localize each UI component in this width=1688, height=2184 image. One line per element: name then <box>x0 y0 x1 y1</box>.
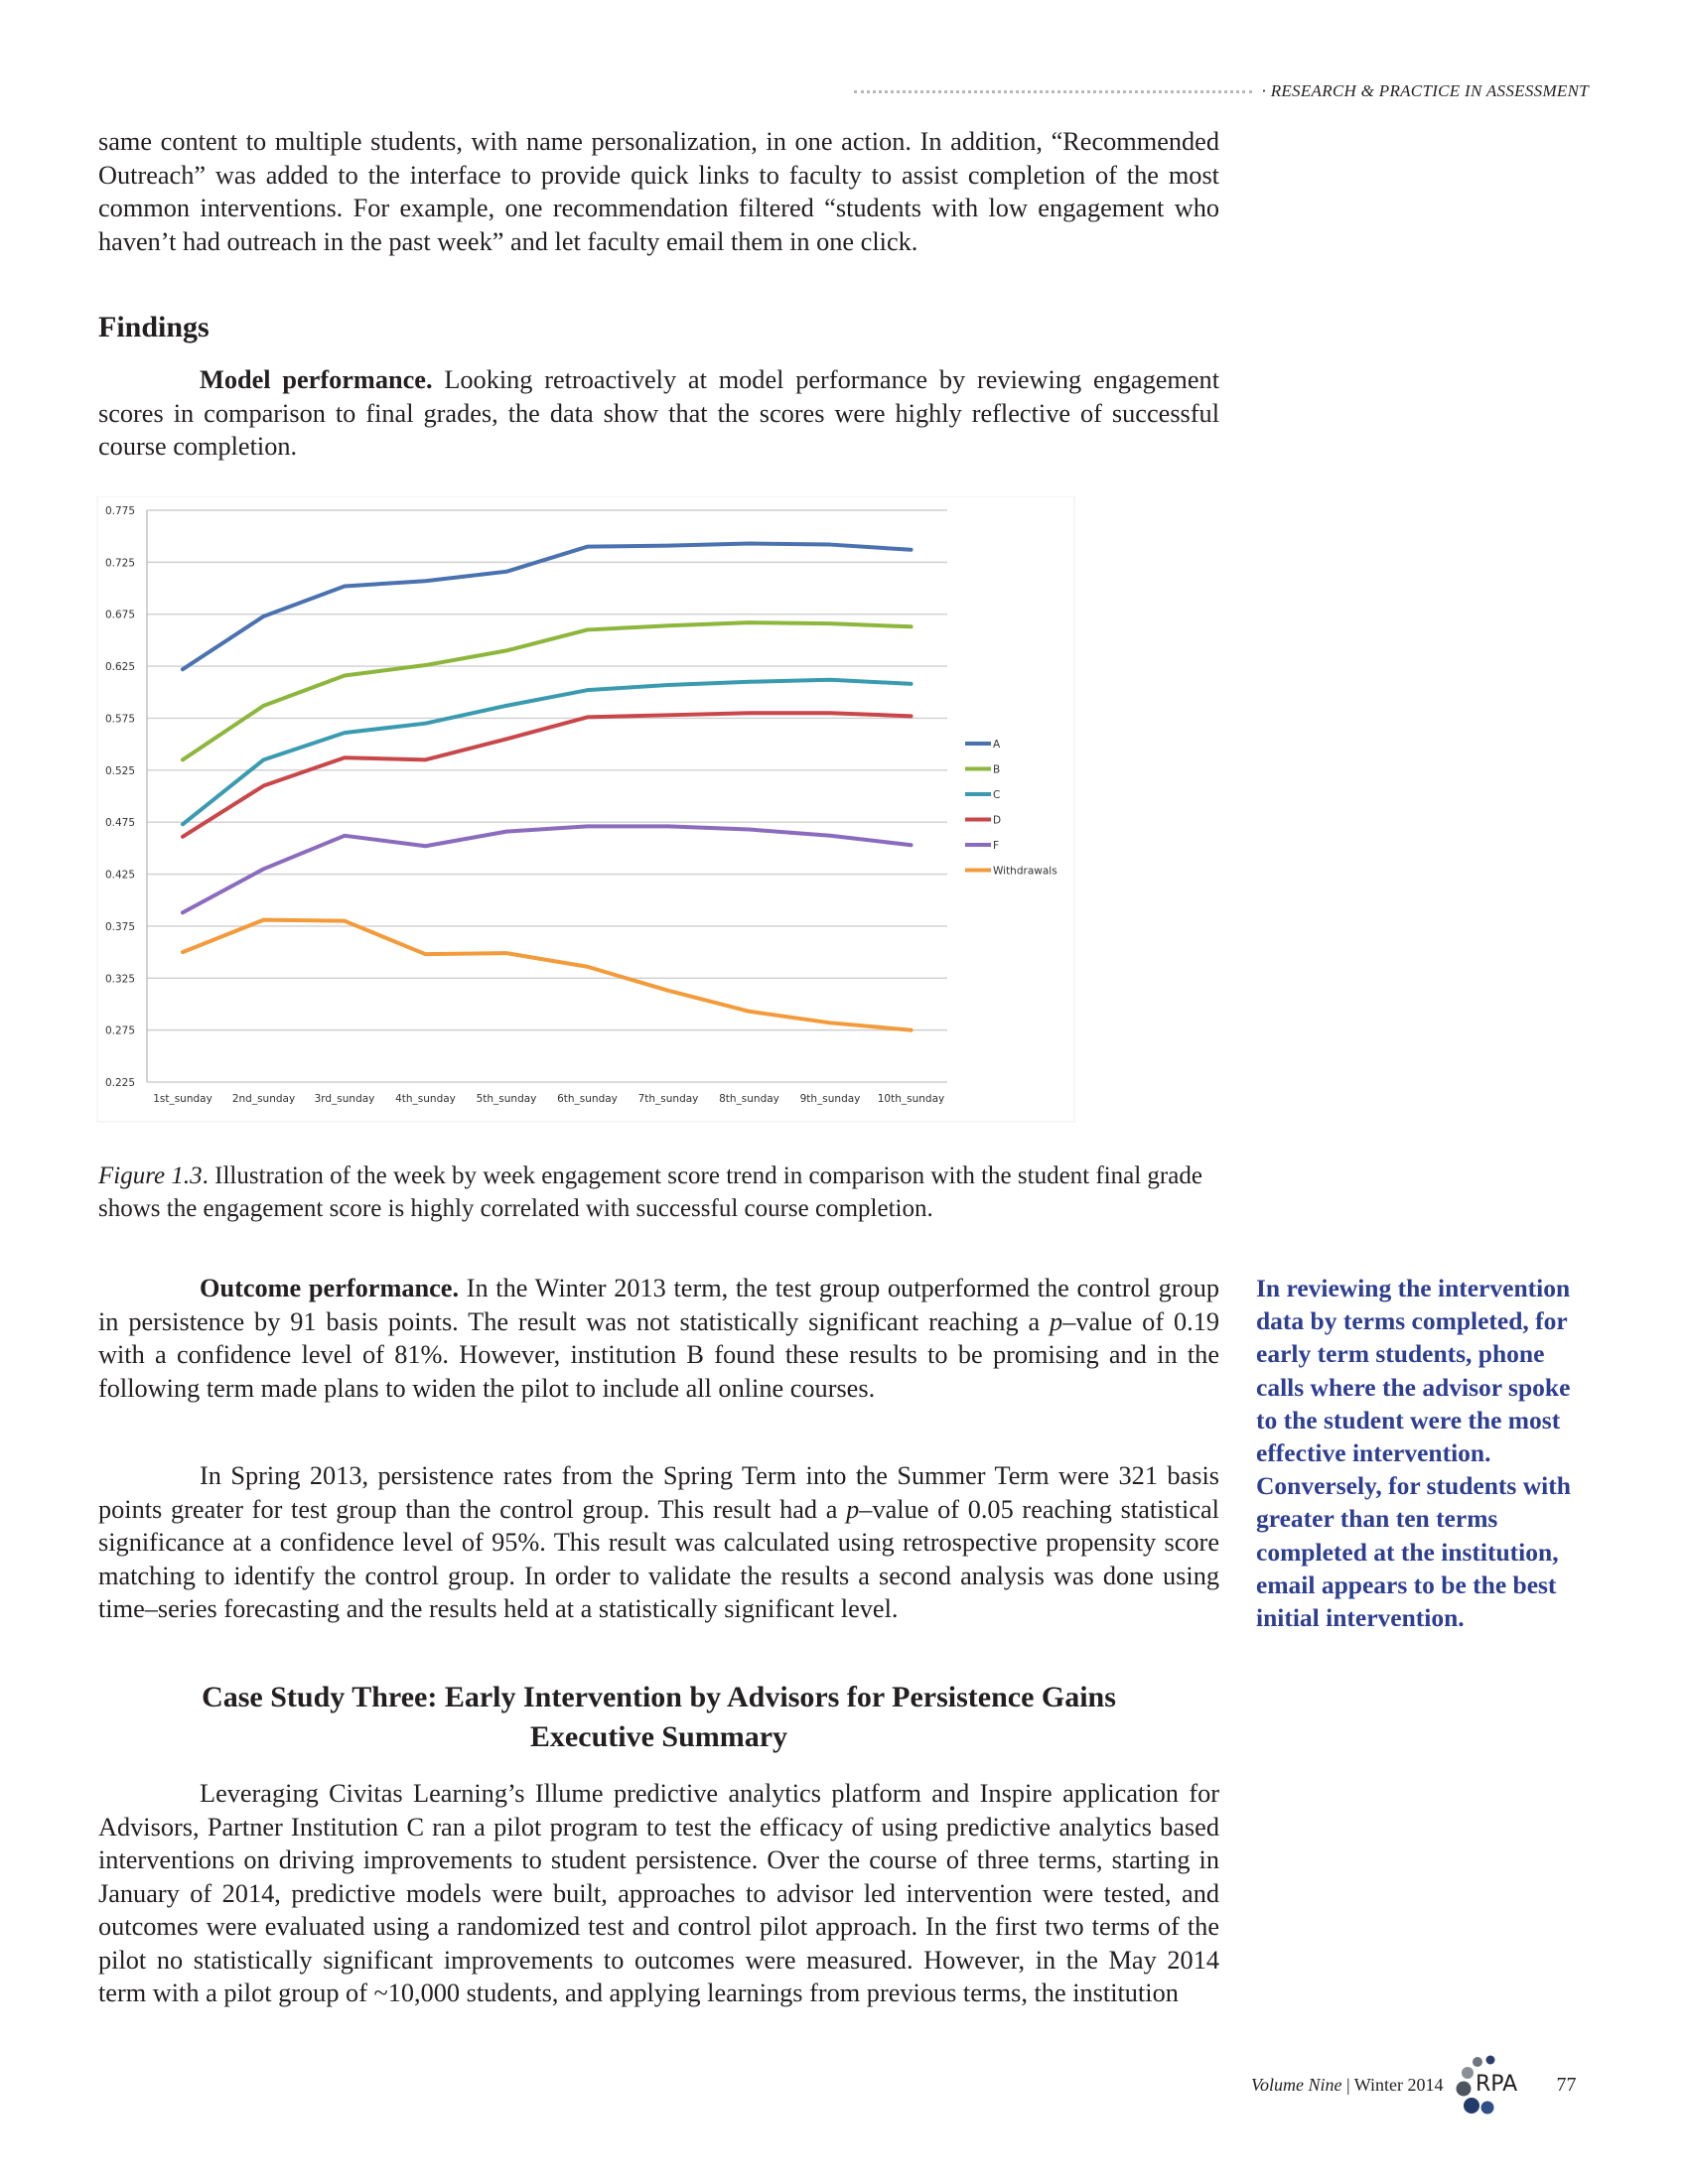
data-point-a <box>748 542 751 545</box>
data-point-d <box>666 714 669 717</box>
y-tick-label: 0.325 <box>104 973 135 986</box>
engagement-chart <box>95 496 1078 1124</box>
x-tick-label: 1st_sunday <box>153 1093 212 1105</box>
legend-label-c: C <box>993 789 1001 801</box>
y-tick-label: 0.625 <box>104 661 135 674</box>
outcome-runin: Outcome performance. <box>200 1274 460 1302</box>
data-point-a <box>828 543 831 546</box>
data-point-d <box>424 758 427 761</box>
x-tick-label: 8th_sunday <box>719 1093 779 1105</box>
data-point-b <box>666 624 669 627</box>
y-tick-label: 0.275 <box>104 1024 135 1037</box>
data-point-c <box>828 678 831 681</box>
y-tick-label: 0.475 <box>104 817 135 830</box>
x-tick-label: 5th_sunday <box>476 1093 537 1105</box>
spring-block <box>98 1459 1219 1626</box>
case-heading-line1: Case Study Three: Early Intervention by Advisors for Persistence Gains <box>202 1681 1116 1713</box>
legend-label-f: F <box>993 840 1000 852</box>
running-header <box>854 79 1589 103</box>
x-tick-label: 6th_sunday <box>557 1093 618 1105</box>
data-point-c <box>586 689 589 692</box>
chart-frame <box>97 496 1074 1122</box>
page-number: 77 <box>1556 2073 1577 2096</box>
data-point-withdrawals <box>181 950 184 953</box>
data-point-withdrawals <box>910 1028 913 1031</box>
running-title: · RESEARCH & PRACTICE IN ASSESSMENT <box>1261 81 1589 100</box>
data-point-f <box>828 834 831 837</box>
data-point-f <box>343 834 346 837</box>
y-tick-label: 0.775 <box>104 505 135 517</box>
data-point-a <box>424 580 427 583</box>
data-point-c <box>424 722 427 725</box>
model-performance-paragraph <box>98 363 1219 464</box>
data-point-b <box>748 621 751 624</box>
data-point-a <box>181 668 184 671</box>
data-point-c <box>343 732 346 735</box>
data-point-c <box>504 704 507 707</box>
spring-text-2: –value of 0.05 reaching statistical significance at a confidence level of 95%. This result was calculated using retrospective propensity score matching to identify the control group. In order to validate the results a second analysis was done using time–series forecasting and the results held at a statistically significant level. <box>98 1494 1219 1623</box>
x-tick-label: 9th_sunday <box>799 1093 861 1105</box>
legend-label-withdrawals: Withdrawals <box>993 865 1057 878</box>
data-point-b <box>181 758 184 761</box>
legend-label-a: A <box>993 739 1001 751</box>
y-tick-label: 0.675 <box>104 609 135 621</box>
model-performance-block <box>98 363 1219 464</box>
data-point-withdrawals <box>262 918 265 921</box>
outcome-text-1: In the Winter 2013 term, the test group outperformed the control group in persistence by 91 basis points. The result was not statistically significant reaching a <box>98 1274 1219 1336</box>
data-point-d <box>343 756 346 759</box>
x-tick-label: 3rd_sunday <box>314 1093 375 1105</box>
outcome-text-2: –value of 0.19 with a confidence level of 81%. However, institution B found these results to be promising and in the following term made plans to widen the pilot to include all online courses. <box>98 1306 1219 1403</box>
footer-volume <box>1251 2075 1444 2096</box>
findings-heading: Findings <box>98 311 210 343</box>
case-paragraph: Leveraging Civitas Learning’s Illume predictive analytics platform and Inspire application for Advisors, Partner Institution C ran a pilot program to test the efficacy of using predictive analytics based interventions on driving improvements to student persistence. Over the course of three terms, starting in January of 2014, predictive models were built, approaches to advisor led intervention were tested, and outcomes were evaluated using a randomized test and control pilot approach. In the first two terms of the pilot no statistically significant improvements to outcomes were measured. However, in the May 2014 term with a pilot group of ~10,000 students, and applying learnings from previous terms, the institution <box>98 1779 1219 2007</box>
data-point-a <box>666 544 669 547</box>
data-point-b <box>262 704 265 707</box>
data-point-withdrawals <box>424 953 427 956</box>
spring-text-1: In Spring 2013, persistence rates from the Spring Term into the Summer Term were 321 basis points greater for test group than the control group. This result had a <box>98 1461 1219 1524</box>
footer-volume-name: Volume Nine <box>1251 2074 1342 2095</box>
data-point-withdrawals <box>828 1022 831 1024</box>
header-dotted-rule <box>854 90 1252 93</box>
data-point-a <box>586 545 589 548</box>
y-tick-label: 0.375 <box>104 920 135 933</box>
data-point-a <box>343 585 346 588</box>
x-tick-label: 7th_sunday <box>637 1093 699 1105</box>
data-point-c <box>748 680 751 683</box>
figure-caption-text: . Illustration of the week by week engagement score trend in comparison with the student final grade shows the engagement score is highly correlated with successful course completion. <box>98 1162 1202 1222</box>
footer-issue: | Winter 2014 <box>1341 2074 1444 2095</box>
figure-label: Figure 1.3 <box>98 1162 203 1189</box>
case-heading-line2: Executive Summary <box>529 1720 788 1753</box>
y-tick-label: 0.575 <box>104 713 135 726</box>
data-point-f <box>424 845 427 848</box>
data-point-withdrawals <box>504 952 507 955</box>
data-point-withdrawals <box>748 1010 751 1013</box>
outcome-p-italic: p <box>1050 1306 1063 1336</box>
rpa-logo <box>1452 2055 1537 2115</box>
data-point-c <box>262 758 265 761</box>
y-tick-label: 0.225 <box>104 1077 135 1089</box>
y-tick-label: 0.525 <box>104 764 135 777</box>
x-tick-label: 2nd_sunday <box>231 1093 296 1105</box>
data-point-f <box>586 825 589 828</box>
case-heading-block <box>98 1678 1219 1757</box>
data-point-d <box>748 712 751 715</box>
data-point-f <box>181 911 184 914</box>
data-point-b <box>910 625 913 628</box>
engagement-line-chart <box>95 496 1078 1124</box>
data-point-a <box>504 570 507 573</box>
data-point-a <box>262 614 265 617</box>
x-tick-label: 4th_sunday <box>395 1093 456 1105</box>
data-point-c <box>666 683 669 686</box>
legend-label-d: D <box>993 814 1002 827</box>
model-performance-text: Looking retroactively at model performance by reviewing engagement scores in comparison to final grades, the data show that the scores were highly reflective of successful course completion. <box>98 365 1219 461</box>
logo-text: RPA <box>1475 2072 1517 2097</box>
model-performance-runin: Model performance. <box>200 365 433 394</box>
top-paragraph-block <box>98 125 1219 258</box>
data-point-a <box>910 548 913 551</box>
data-point-d <box>181 835 184 838</box>
data-point-d <box>910 715 913 718</box>
data-point-b <box>586 628 589 631</box>
case-heading <box>98 1678 1219 1757</box>
data-point-withdrawals <box>666 989 669 992</box>
data-point-b <box>504 649 507 652</box>
data-point-b <box>343 674 346 677</box>
data-point-f <box>910 844 913 847</box>
data-point-d <box>586 716 589 719</box>
top-paragraph: same content to multiple students, with name personalization, in one action. In addition, “Recommended Outreach” was added to the interface to provide quick links to faculty to assist completion of the most common interventions. For example, one recommendation filtered “students with low engagement who haven’t had outreach in the past week” and let faculty email them in one click. <box>98 127 1219 256</box>
data-point-withdrawals <box>586 965 589 968</box>
y-tick-label: 0.725 <box>104 557 135 570</box>
data-point-c <box>910 682 913 685</box>
data-point-f <box>262 868 265 871</box>
figure-caption <box>98 1160 1219 1225</box>
data-point-d <box>504 738 507 741</box>
data-point-b <box>424 663 427 666</box>
case-paragraph-block <box>98 1777 1219 2010</box>
data-point-d <box>262 784 265 787</box>
x-tick-label: 10th_sunday <box>877 1093 945 1105</box>
spring-paragraph <box>98 1459 1219 1626</box>
data-point-b <box>828 622 831 625</box>
legend-label-b: B <box>993 763 1001 776</box>
page-footer <box>1251 2065 1577 2105</box>
outcome-block <box>98 1272 1219 1405</box>
spring-p-italic: p <box>846 1494 860 1524</box>
y-tick-label: 0.425 <box>104 869 135 882</box>
data-point-f <box>666 825 669 828</box>
data-point-d <box>828 712 831 715</box>
data-point-c <box>181 823 184 826</box>
data-point-f <box>748 828 751 831</box>
outcome-paragraph <box>98 1272 1219 1405</box>
findings-heading-block <box>98 310 1219 345</box>
data-point-f <box>504 830 507 833</box>
data-point-withdrawals <box>343 919 346 922</box>
sidebar-pull-quote: In reviewing the intervention data by terms completed, for early term students, phone calls where the advisor spoke to the student were the most effective intervention. Conversely, for students with greater than ten terms completed at the institution, email appears to be the best initial intervention. <box>1256 1274 1571 1633</box>
